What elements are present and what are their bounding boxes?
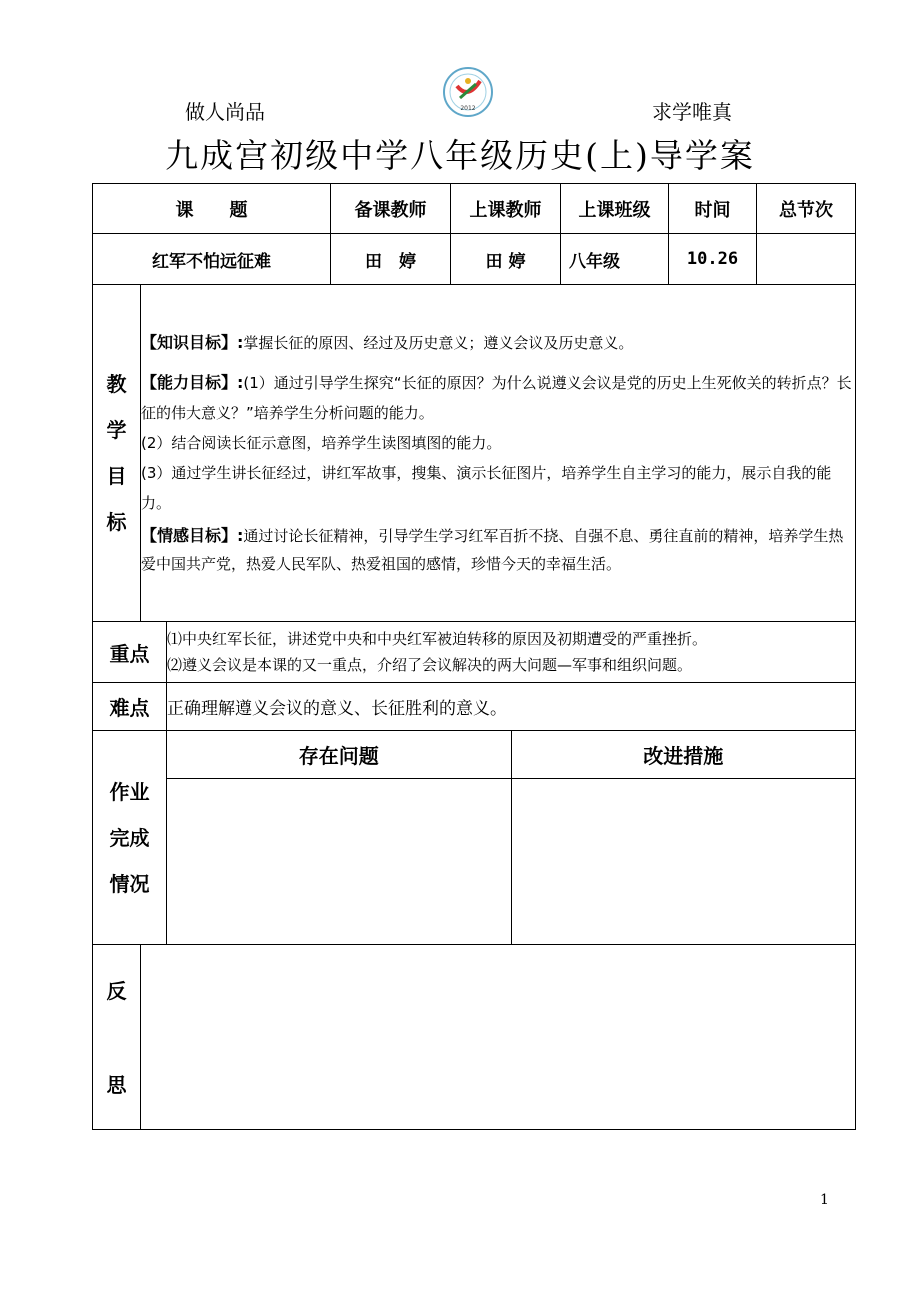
objectives-content	[141, 285, 856, 622]
knowledge-label: 【知识目标】:	[141, 333, 244, 352]
header-time: 时间	[669, 184, 757, 234]
page-title: 九成宫初级中学八年级历史(上)导学案	[165, 136, 755, 175]
key-points-content	[167, 622, 856, 683]
ability-label: 【能力目标】:	[141, 373, 244, 392]
class-value: 八年级	[561, 234, 669, 285]
total-lessons-value	[757, 234, 856, 285]
reflection-label: 反 思	[93, 945, 141, 1130]
ability-text-3: (3）通过学生讲长征经过，讲红军故事，搜集、演示长征图片，培养学生自主学习的能力，展示自我的能力。	[141, 464, 832, 512]
info-row	[93, 234, 856, 285]
lesson-plan-table	[92, 183, 856, 1130]
ability-text-2: (2）结合阅读长征示意图，培养学生读图填图的能力。	[141, 434, 502, 452]
homework-label: 作业 完成 情况	[93, 731, 167, 945]
prep-teacher-value: 田 婷	[331, 234, 451, 285]
key-points-row	[93, 622, 856, 683]
key-point-2: ⑵遵义会议是本课的又一重点，介绍了会议解决的两大问题—军事和组织问题。	[167, 656, 693, 674]
school-logo	[442, 66, 494, 118]
emotion-label: 【情感目标】:	[141, 526, 244, 545]
difficulty-row	[93, 683, 856, 731]
motto-right: 求学唯真	[652, 100, 732, 124]
topic-value: 红军不怕远征难	[93, 234, 331, 285]
header-total-lessons: 总节次	[757, 184, 856, 234]
problems-header: 存在问题	[167, 731, 511, 779]
key-points-label: 重点	[93, 622, 167, 683]
difficulty-text: 正确理解遵义会议的意义、长征胜利的意义。	[167, 683, 856, 731]
difficulty-label: 难点	[93, 683, 167, 731]
header-prep-teacher: 备课教师	[331, 184, 451, 234]
page-number: 1	[820, 1192, 829, 1208]
header-class: 上课班级	[561, 184, 669, 234]
improvements-cell	[511, 779, 855, 944]
objectives-row	[93, 285, 856, 622]
header-topic: 课 题	[93, 184, 331, 234]
problems-cell	[167, 779, 511, 944]
ability-text-1: (1）通过引导学生探究“长征的原因？为什么说遵义会议是党的历史上生死攸关的转折点？长征的伟大意义？”培养学生分析问题的能力。	[141, 374, 852, 422]
objectives-label: 教 学 目 标	[93, 285, 141, 622]
motto-left: 做人尚品	[185, 100, 265, 124]
reflection-content	[141, 945, 856, 1130]
logo-year: 2012	[460, 105, 476, 112]
class-teacher-value: 田 婷	[451, 234, 561, 285]
key-point-1: ⑴中央红军长征，讲述党中央和中央红军被迫转移的原因及初期遭受的严重挫折。	[167, 630, 708, 648]
header-row	[93, 184, 856, 234]
homework-row	[93, 731, 856, 945]
reflection-row	[93, 945, 856, 1130]
homework-grid	[167, 731, 856, 945]
emotion-text: 通过讨论长征精神，引导学生学习红军百折不挠、自强不息、勇往直前的精神，培养学生热爱中国共产党，热爱人民军队、热爱祖国的感情，珍惜今天的幸福生活。	[141, 527, 844, 573]
header-class-teacher: 上课教师	[451, 184, 561, 234]
knowledge-text: 掌握长征的原因、经过及历史意义；遵义会议及历史意义。	[243, 334, 634, 352]
time-value: 10.26	[669, 234, 757, 285]
improvements-header: 改进措施	[511, 731, 855, 779]
